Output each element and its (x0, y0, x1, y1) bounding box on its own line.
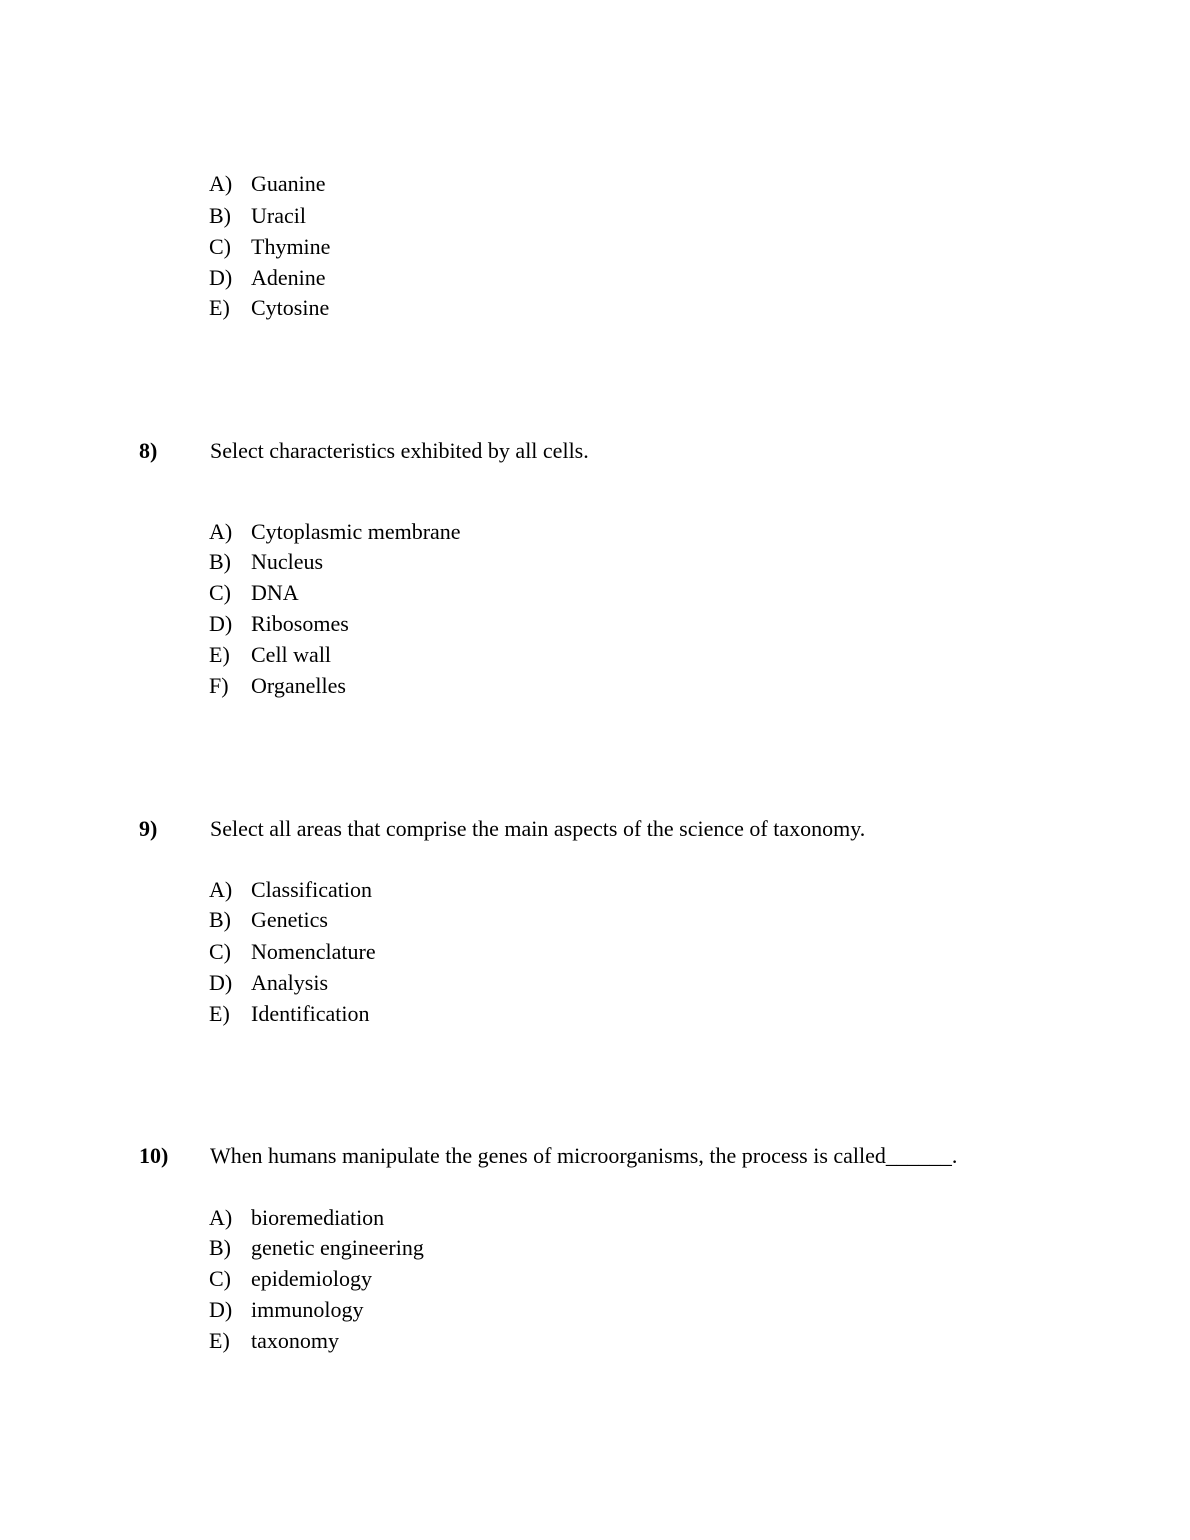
option-text: Genetics (251, 907, 328, 932)
option-letter: E) (209, 642, 230, 667)
option-letter: A) (209, 1205, 233, 1230)
q9-options (209, 877, 376, 1026)
option-text: Guanine (251, 171, 326, 196)
option-e (209, 1330, 424, 1352)
option-letter: A) (209, 519, 233, 544)
option-text: Analysis (251, 970, 328, 995)
option-text: taxonomy (251, 1328, 339, 1353)
option-text: Cytoplasmic membrane (251, 519, 461, 544)
option-d (209, 972, 376, 994)
option-letter: A) (209, 877, 233, 902)
question-text: When humans manipulate the genes of microorganisms, the process is called______. (210, 1143, 958, 1168)
option-b (209, 551, 461, 573)
question-text: Select all areas that comprise the main aspects of the science of taxonomy. (210, 816, 866, 841)
option-letter: D) (209, 265, 233, 290)
option-a (209, 879, 376, 901)
option-a (209, 521, 461, 543)
option-letter: B) (209, 203, 231, 228)
question-number: 8) (139, 438, 158, 463)
option-f (209, 675, 461, 697)
option-letter: E) (209, 1001, 230, 1026)
option-c (209, 941, 376, 963)
q10-options (209, 1205, 424, 1353)
option-text: genetic engineering (251, 1235, 424, 1260)
option-letter: B) (209, 1235, 231, 1260)
option-b (209, 909, 376, 931)
option-c (209, 582, 461, 604)
question-number: 10) (139, 1143, 169, 1168)
option-d (209, 267, 330, 289)
option-letter: D) (209, 611, 233, 636)
option-e (209, 297, 330, 319)
option-text: immunology (251, 1297, 364, 1322)
option-text: Uracil (251, 203, 306, 228)
option-e (209, 644, 461, 666)
q7-options (209, 171, 331, 320)
question-text: Select characteristics exhibited by all cells. (210, 438, 589, 463)
option-text: Thymine (251, 234, 331, 259)
option-letter: C) (209, 580, 231, 605)
option-letter: D) (209, 970, 233, 995)
option-a (209, 173, 330, 195)
option-letter: D) (209, 1297, 233, 1322)
option-d (209, 1299, 424, 1321)
option-letter: E) (209, 295, 230, 320)
option-text: Identification (251, 1001, 370, 1026)
option-letter: B) (209, 549, 231, 574)
option-b (209, 205, 330, 227)
option-letter: C) (209, 939, 231, 964)
option-text: epidemiology (251, 1266, 372, 1291)
option-letter: C) (209, 1266, 231, 1291)
option-e (209, 1003, 376, 1025)
option-text: Classification (251, 877, 372, 902)
option-letter: C) (209, 234, 231, 259)
option-letter: F) (209, 673, 229, 698)
option-letter: A) (209, 171, 233, 196)
option-text: Nucleus (251, 549, 324, 574)
option-text: DNA (251, 580, 299, 605)
option-text: Nomenclature (251, 939, 376, 964)
option-c (209, 236, 330, 258)
option-d (209, 613, 461, 635)
option-b (209, 1237, 424, 1259)
question-number: 9) (139, 816, 158, 841)
option-text: Cytosine (251, 295, 330, 320)
option-text: Organelles (251, 673, 346, 698)
option-letter: B) (209, 907, 231, 932)
option-text: Ribosomes (251, 611, 349, 636)
q8-options (209, 519, 461, 698)
option-text: Adenine (251, 265, 326, 290)
option-a (209, 1207, 424, 1229)
option-text: bioremediation (251, 1205, 385, 1230)
option-c (209, 1268, 424, 1290)
option-letter: E) (209, 1328, 230, 1353)
option-text: Cell wall (251, 642, 332, 667)
